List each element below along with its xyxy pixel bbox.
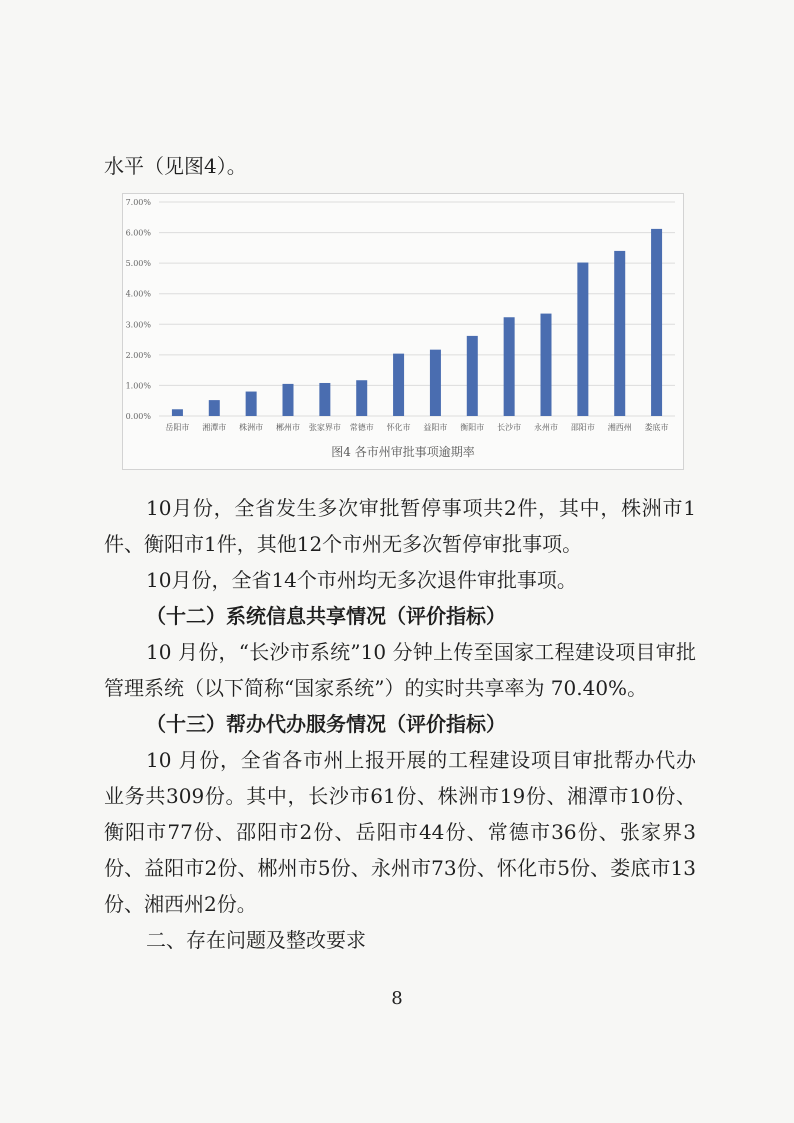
x-tick-label: 衡阳市 <box>460 423 485 432</box>
bar <box>172 409 183 416</box>
bar <box>541 314 552 416</box>
bar <box>393 354 404 416</box>
y-tick-label: 3.00% <box>125 320 151 330</box>
y-tick-label: 7.00% <box>125 198 151 207</box>
paragraph-assist: 10 月份，全省各市州上报开展的工程建设项目审批帮办代办业务共309份。其中，长沙市61份、株洲市19份、湘潭市10份、衡阳市77份、邵阳市2份、岳阳市44份、常德市36份、张家界3份、益阳市2份、郴州市5份、永州市73份、怀化市5份、娄底市13份、湘西州2份。 <box>104 748 696 916</box>
bar <box>209 400 220 416</box>
bar <box>614 251 625 416</box>
bar <box>246 392 257 416</box>
chart-bars <box>172 229 662 416</box>
bar <box>651 229 662 416</box>
chart-title: 图4 各市州审批事项逾期率 <box>331 445 475 459</box>
x-tick-label: 永州市 <box>534 423 558 432</box>
x-tick-label: 娄底市 <box>644 423 669 432</box>
page-number: 8 <box>391 988 403 1009</box>
paragraph-intro: 水平（见图4）。 <box>104 154 247 178</box>
bar <box>356 380 367 416</box>
bar <box>283 384 294 416</box>
y-axis-tick-labels <box>126 198 152 421</box>
bar <box>430 350 441 416</box>
x-tick-label: 邵阳市 <box>570 423 595 432</box>
x-tick-label: 湘潭市 <box>202 423 227 432</box>
paragraph-suspend: 10月份，全省发生多次审批暂停事项共2件，其中，株洲市1件、衡阳市1件，其他12个市州无多次暂停审批事项。 <box>104 496 696 556</box>
y-tick-label: 2.00% <box>125 350 151 360</box>
y-tick-label: 1.00% <box>125 381 151 391</box>
x-tick-label: 常德市 <box>349 423 374 432</box>
chart-frame <box>122 193 684 470</box>
bar <box>319 383 330 416</box>
x-axis-tick-labels <box>165 422 668 432</box>
x-tick-label: 怀化市 <box>386 423 411 432</box>
bar <box>467 336 478 416</box>
x-tick-label: 郴州市 <box>276 423 300 432</box>
heading-12: （十二）系统信息共享情况（评价指标） <box>146 604 506 628</box>
y-tick-label: 4.00% <box>125 289 151 299</box>
y-tick-label: 6.00% <box>125 228 151 238</box>
x-tick-label: 益阳市 <box>423 423 448 432</box>
heading-13: （十三）帮办代办服务情况（评价指标） <box>146 712 506 736</box>
heading-section-2: 二、存在问题及整改要求 <box>146 928 366 952</box>
paragraph-sharing: 10 月份，“长沙市系统”10 分钟上传至国家工程建设项目审批管理系统（以下简称“国家系统”）的实时共享率为 70.40%。 <box>104 640 696 700</box>
bar <box>504 317 515 416</box>
x-tick-label: 岳阳市 <box>165 423 190 432</box>
x-tick-label: 株洲市 <box>239 423 264 432</box>
bar-chart <box>123 194 683 469</box>
paragraph-return: 10月份，全省14个市州均无多次退件审批事项。 <box>146 568 577 592</box>
chart-grid <box>159 202 675 416</box>
bar <box>577 263 588 416</box>
y-tick-label: 0.00% <box>125 412 151 421</box>
y-tick-label: 5.00% <box>125 259 151 269</box>
x-tick-label: 长沙市 <box>497 423 522 432</box>
x-tick-label: 张家界市 <box>308 423 341 432</box>
x-tick-label: 湘西州 <box>607 423 632 432</box>
